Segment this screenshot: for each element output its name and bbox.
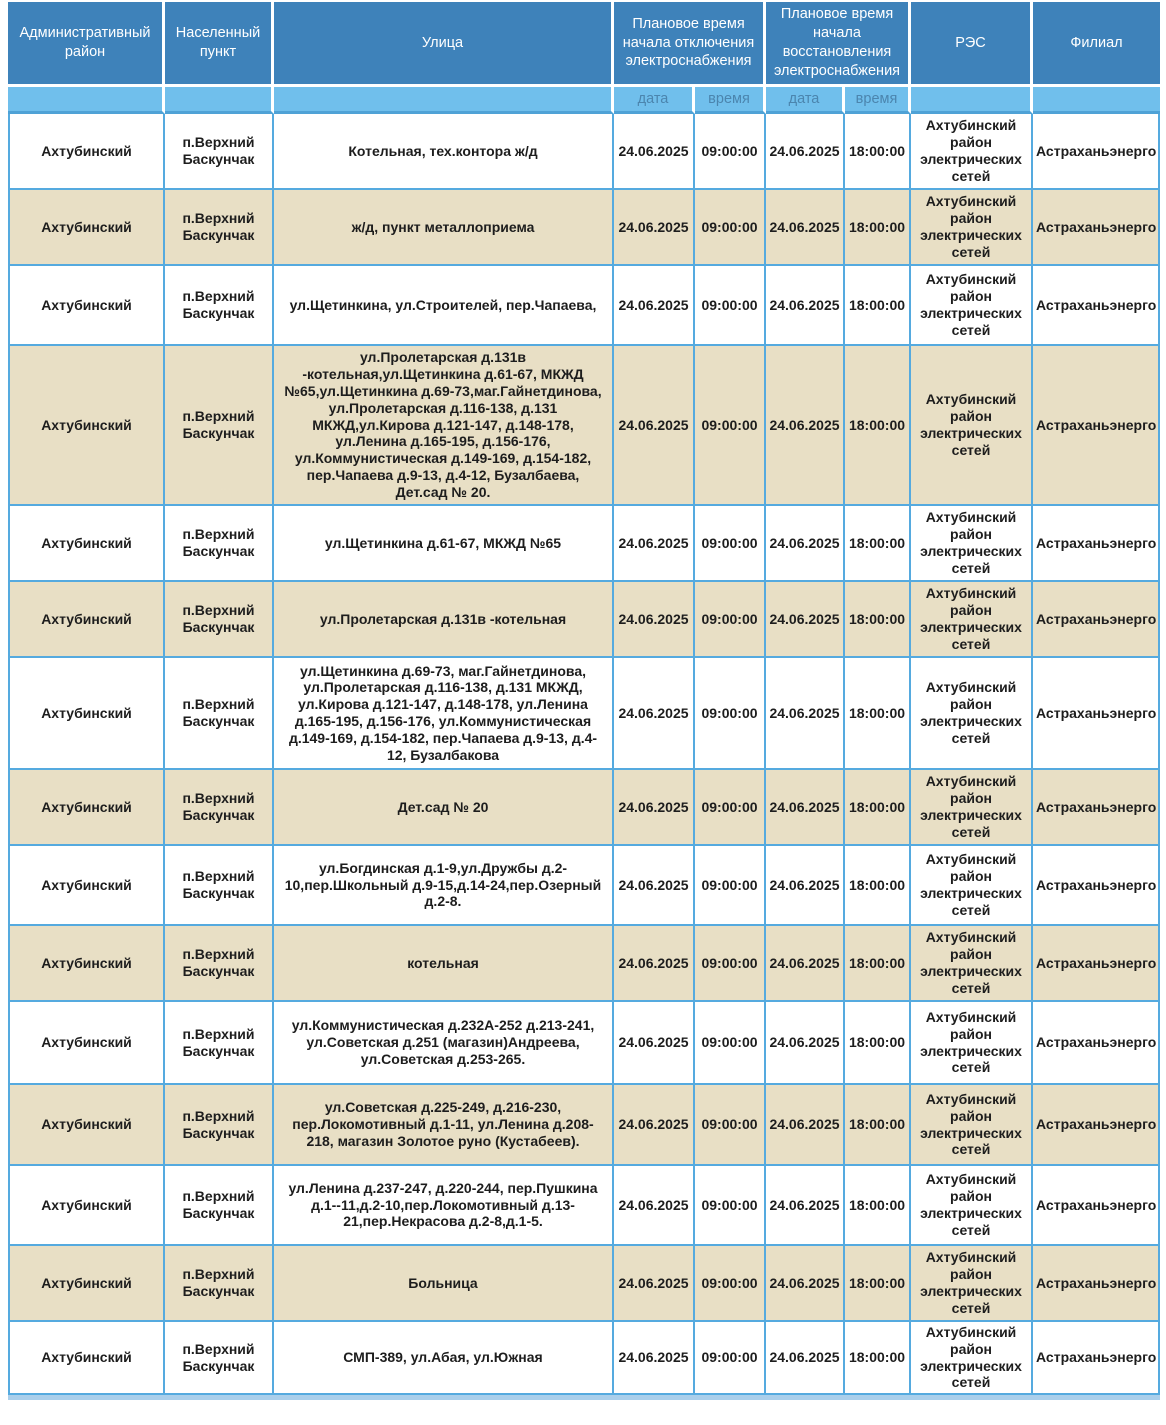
cell-restore-time: 18:00:00 xyxy=(845,582,911,658)
table-row xyxy=(8,346,1160,506)
cell-outage-time: 09:00:00 xyxy=(695,1002,766,1085)
cell-outage-date: 24.06.2025 xyxy=(614,114,695,190)
subheader-outage-time: время xyxy=(695,87,766,114)
cell-restore-date: 24.06.2025 xyxy=(766,1246,845,1322)
table-row xyxy=(8,114,1160,190)
table-row xyxy=(8,1322,1160,1395)
cell-district: Ахтубинский xyxy=(8,190,165,266)
cell-restore-date: 24.06.2025 xyxy=(766,190,845,266)
cell-settlement: п.Верхний Баскунчак xyxy=(165,1322,274,1395)
cell-outage-time: 09:00:00 xyxy=(695,770,766,846)
cell-res: Ахтубинский район электрических сетей xyxy=(911,1166,1033,1246)
cell-branch: Астраханьэнерго xyxy=(1033,506,1160,582)
cell-restore-date: 24.06.2025 xyxy=(766,346,845,506)
cell-restore-date: 24.06.2025 xyxy=(766,1322,845,1395)
cell-restore-date: 24.06.2025 xyxy=(766,506,845,582)
cell-res: Ахтубинский район электрических сетей xyxy=(911,1246,1033,1322)
cell-outage-time: 09:00:00 xyxy=(695,266,766,346)
cell-outage-date: 24.06.2025 xyxy=(614,1322,695,1395)
cell-street: ул.Щетинкина д.61-67, МКЖД №65 xyxy=(274,506,614,582)
cell-restore-time: 18:00:00 xyxy=(845,114,911,190)
next-row-strip xyxy=(8,1395,1160,1400)
table-body xyxy=(8,114,1160,1395)
cell-restore-date: 24.06.2025 xyxy=(766,114,845,190)
cell-branch: Астраханьэнерго xyxy=(1033,190,1160,266)
cell-outage-time: 09:00:00 xyxy=(695,190,766,266)
cell-outage-time: 09:00:00 xyxy=(695,582,766,658)
cell-street: Котельная, тех.контора ж/д xyxy=(274,114,614,190)
cell-branch: Астраханьэнерго xyxy=(1033,1002,1160,1085)
cell-settlement: п.Верхний Баскунчак xyxy=(165,770,274,846)
cell-branch: Астраханьэнерго xyxy=(1033,582,1160,658)
cell-branch: Астраханьэнерго xyxy=(1033,1166,1160,1246)
cell-outage-time: 09:00:00 xyxy=(695,1166,766,1246)
cell-district: Ахтубинский xyxy=(8,1085,165,1166)
table-row xyxy=(8,1002,1160,1085)
cell-street: ул.Коммунистическая д.232А-252 д.213-241, ул.Советская д.251 (магазин)Андреева, ул.Советская д.253-265. xyxy=(274,1002,614,1085)
cell-restore-date: 24.06.2025 xyxy=(766,1002,845,1085)
cell-street: ул.Щетинкина д.69-73, маг.Гайнетдинова, ул.Пролетарская д.116-138, д.131 МКЖД, ул.Кирова д.121-147, д.148-178, ул.Ленина д.165-195, д.156-176, ул.Коммунистическая д.149-169, д.154-182, пер.Чапаева д.9-13, д.4-12, Бузалбакова xyxy=(274,658,614,770)
cell-outage-time: 09:00:00 xyxy=(695,506,766,582)
cell-res: Ахтубинский район электрических сетей xyxy=(911,190,1033,266)
header-restore-group: Плановое время начала восстановления электроснабжения xyxy=(766,2,911,87)
cell-street: Больница xyxy=(274,1246,614,1322)
cell-street: котельная xyxy=(274,926,614,1002)
cell-restore-time: 18:00:00 xyxy=(845,266,911,346)
subheader-empty-branch xyxy=(1033,87,1160,114)
cell-outage-time: 09:00:00 xyxy=(695,846,766,926)
subheader-restore-time: время xyxy=(845,87,911,114)
cell-outage-date: 24.06.2025 xyxy=(614,658,695,770)
cell-settlement: п.Верхний Баскунчак xyxy=(165,266,274,346)
subheader-outage-date: дата xyxy=(614,87,695,114)
cell-restore-time: 18:00:00 xyxy=(845,1246,911,1322)
cell-district: Ахтубинский xyxy=(8,770,165,846)
cell-restore-date: 24.06.2025 xyxy=(766,1085,845,1166)
cell-branch: Астраханьэнерго xyxy=(1033,770,1160,846)
cell-street: Дет.сад № 20 xyxy=(274,770,614,846)
cell-district: Ахтубинский xyxy=(8,114,165,190)
cell-res: Ахтубинский район электрических сетей xyxy=(911,926,1033,1002)
cell-outage-time: 09:00:00 xyxy=(695,926,766,1002)
subheader-empty-res xyxy=(911,87,1033,114)
table-row xyxy=(8,770,1160,846)
cell-settlement: п.Верхний Баскунчак xyxy=(165,1246,274,1322)
cell-street: ул.Богдинская д.1-9,ул.Дружбы д.2-10,пер.Школьный д.9-15,д.14-24,пер.Озерный д.2-8. xyxy=(274,846,614,926)
cell-district: Ахтубинский xyxy=(8,1002,165,1085)
cell-branch: Астраханьэнерго xyxy=(1033,1322,1160,1395)
cell-restore-time: 18:00:00 xyxy=(845,658,911,770)
cell-street: ул.Пролетарская д.131в -котельная,ул.Щетинкина д.61-67, МКЖД №65,ул.Щетинкина д.69-73,маг.Гайнетдинова, ул.Пролетарская д.116-138, д.131 МКЖД,ул.Кирова д.121-147, д.148-178, ул.Ленина д.165-195, д.156-176, ул.Коммунистическая д.149-169, д.154-182, пер.Чапаева д.9-13, д.4-12, Бузалбаева, Дет.сад № 20. xyxy=(274,346,614,506)
cell-restore-date: 24.06.2025 xyxy=(766,770,845,846)
cell-outage-date: 24.06.2025 xyxy=(614,926,695,1002)
cell-outage-date: 24.06.2025 xyxy=(614,1002,695,1085)
cell-outage-time: 09:00:00 xyxy=(695,1322,766,1395)
cell-restore-time: 18:00:00 xyxy=(845,506,911,582)
cell-branch: Астраханьэнерго xyxy=(1033,926,1160,1002)
cell-branch: Астраханьэнерго xyxy=(1033,658,1160,770)
cell-street: ж/д, пункт металлоприема xyxy=(274,190,614,266)
cell-res: Ахтубинский район электрических сетей xyxy=(911,346,1033,506)
cell-outage-date: 24.06.2025 xyxy=(614,582,695,658)
table-row xyxy=(8,658,1160,770)
cell-outage-time: 09:00:00 xyxy=(695,346,766,506)
header-settlement: Населенный пункт xyxy=(165,2,274,87)
cell-restore-time: 18:00:00 xyxy=(845,1002,911,1085)
table-row xyxy=(8,1085,1160,1166)
cell-outage-date: 24.06.2025 xyxy=(614,1166,695,1246)
cell-branch: Астраханьэнерго xyxy=(1033,266,1160,346)
header-district: Административный район xyxy=(8,2,165,87)
table-header xyxy=(8,2,1160,114)
subheader-empty-street xyxy=(274,87,614,114)
cell-settlement: п.Верхний Баскунчак xyxy=(165,506,274,582)
cell-district: Ахтубинский xyxy=(8,1166,165,1246)
cell-res: Ахтубинский район электрических сетей xyxy=(911,1085,1033,1166)
cell-street: ул.Щетинкина, ул.Строителей, пер.Чапаева, xyxy=(274,266,614,346)
cell-res: Ахтубинский район электрических сетей xyxy=(911,1322,1033,1395)
cell-district: Ахтубинский xyxy=(8,1322,165,1395)
cell-street: ул.Пролетарская д.131в -котельная xyxy=(274,582,614,658)
cell-district: Ахтубинский xyxy=(8,266,165,346)
cell-district: Ахтубинский xyxy=(8,582,165,658)
cell-district: Ахтубинский xyxy=(8,846,165,926)
cell-restore-time: 18:00:00 xyxy=(845,1322,911,1395)
cell-district: Ахтубинский xyxy=(8,1246,165,1322)
cell-outage-date: 24.06.2025 xyxy=(614,846,695,926)
cell-settlement: п.Верхний Баскунчак xyxy=(165,846,274,926)
cell-restore-time: 18:00:00 xyxy=(845,926,911,1002)
cell-restore-time: 18:00:00 xyxy=(845,346,911,506)
cell-settlement: п.Верхний Баскунчак xyxy=(165,1002,274,1085)
cell-outage-date: 24.06.2025 xyxy=(614,770,695,846)
cell-restore-date: 24.06.2025 xyxy=(766,582,845,658)
cell-restore-date: 24.06.2025 xyxy=(766,658,845,770)
cell-res: Ахтубинский район электрических сетей xyxy=(911,114,1033,190)
header-branch: Филиал xyxy=(1033,2,1160,87)
header-res: РЭС xyxy=(911,2,1033,87)
cell-outage-time: 09:00:00 xyxy=(695,1085,766,1166)
cell-branch: Астраханьэнерго xyxy=(1033,1246,1160,1322)
table-row xyxy=(8,266,1160,346)
cell-restore-date: 24.06.2025 xyxy=(766,266,845,346)
cell-settlement: п.Верхний Баскунчак xyxy=(165,346,274,506)
cell-res: Ахтубинский район электрических сетей xyxy=(911,658,1033,770)
cell-res: Ахтубинский район электрических сетей xyxy=(911,506,1033,582)
cell-outage-time: 09:00:00 xyxy=(695,658,766,770)
cell-outage-date: 24.06.2025 xyxy=(614,266,695,346)
table-row xyxy=(8,1246,1160,1322)
cell-street: ул.Ленина д.237-247, д.220-244, пер.Пушкина д.1--11,д.2-10,пер.Локомотивный д.13-21,пер.Некрасова д.2-8,д.1-5. xyxy=(274,1166,614,1246)
cell-res: Ахтубинский район электрических сетей xyxy=(911,770,1033,846)
table-row xyxy=(8,506,1160,582)
cell-restore-date: 24.06.2025 xyxy=(766,926,845,1002)
cell-restore-date: 24.06.2025 xyxy=(766,846,845,926)
cell-district: Ахтубинский xyxy=(8,346,165,506)
cell-outage-date: 24.06.2025 xyxy=(614,506,695,582)
cell-outage-date: 24.06.2025 xyxy=(614,190,695,266)
cell-restore-time: 18:00:00 xyxy=(845,770,911,846)
cell-restore-time: 18:00:00 xyxy=(845,846,911,926)
cell-branch: Астраханьэнерго xyxy=(1033,346,1160,506)
cell-street: СМП-389, ул.Абая, ул.Южная xyxy=(274,1322,614,1395)
cell-branch: Астраханьэнерго xyxy=(1033,114,1160,190)
cell-settlement: п.Верхний Баскунчак xyxy=(165,1166,274,1246)
cell-district: Ахтубинский xyxy=(8,926,165,1002)
cell-restore-time: 18:00:00 xyxy=(845,1085,911,1166)
cell-outage-time: 09:00:00 xyxy=(695,114,766,190)
cell-outage-time: 09:00:00 xyxy=(695,1246,766,1322)
outage-schedule-table xyxy=(8,2,1160,1395)
header-street: Улица xyxy=(274,2,614,87)
cell-settlement: п.Верхний Баскунчак xyxy=(165,582,274,658)
cell-settlement: п.Верхний Баскунчак xyxy=(165,190,274,266)
cell-settlement: п.Верхний Баскунчак xyxy=(165,658,274,770)
cell-settlement: п.Верхний Баскунчак xyxy=(165,926,274,1002)
cell-outage-date: 24.06.2025 xyxy=(614,1246,695,1322)
cell-res: Ахтубинский район электрических сетей xyxy=(911,266,1033,346)
subheader-restore-date: дата xyxy=(766,87,845,114)
cell-res: Ахтубинский район электрических сетей xyxy=(911,1002,1033,1085)
table-row xyxy=(8,926,1160,1002)
cell-res: Ахтубинский район электрических сетей xyxy=(911,846,1033,926)
cell-settlement: п.Верхний Баскунчак xyxy=(165,114,274,190)
cell-street: ул.Советская д.225-249, д.216-230, пер.Локомотивный д.1-11, ул.Ленина д.208-218, магазин Золотое руно (Кустабеев). xyxy=(274,1085,614,1166)
cell-branch: Астраханьэнерго xyxy=(1033,846,1160,926)
cell-res: Ахтубинский район электрических сетей xyxy=(911,582,1033,658)
cell-district: Ахтубинский xyxy=(8,658,165,770)
subheader-empty-settlement xyxy=(165,87,274,114)
cell-settlement: п.Верхний Баскунчак xyxy=(165,1085,274,1166)
cell-outage-date: 24.06.2025 xyxy=(614,346,695,506)
cell-restore-time: 18:00:00 xyxy=(845,190,911,266)
header-outage-group: Плановое время начала отключения электроснабжения xyxy=(614,2,766,87)
table-row xyxy=(8,190,1160,266)
cell-restore-time: 18:00:00 xyxy=(845,1166,911,1246)
cell-restore-date: 24.06.2025 xyxy=(766,1166,845,1246)
subheader-empty-district xyxy=(8,87,165,114)
cell-outage-date: 24.06.2025 xyxy=(614,1085,695,1166)
cell-district: Ахтубинский xyxy=(8,506,165,582)
table-row xyxy=(8,846,1160,926)
table-row xyxy=(8,582,1160,658)
table-row xyxy=(8,1166,1160,1246)
cell-branch: Астраханьэнерго xyxy=(1033,1085,1160,1166)
